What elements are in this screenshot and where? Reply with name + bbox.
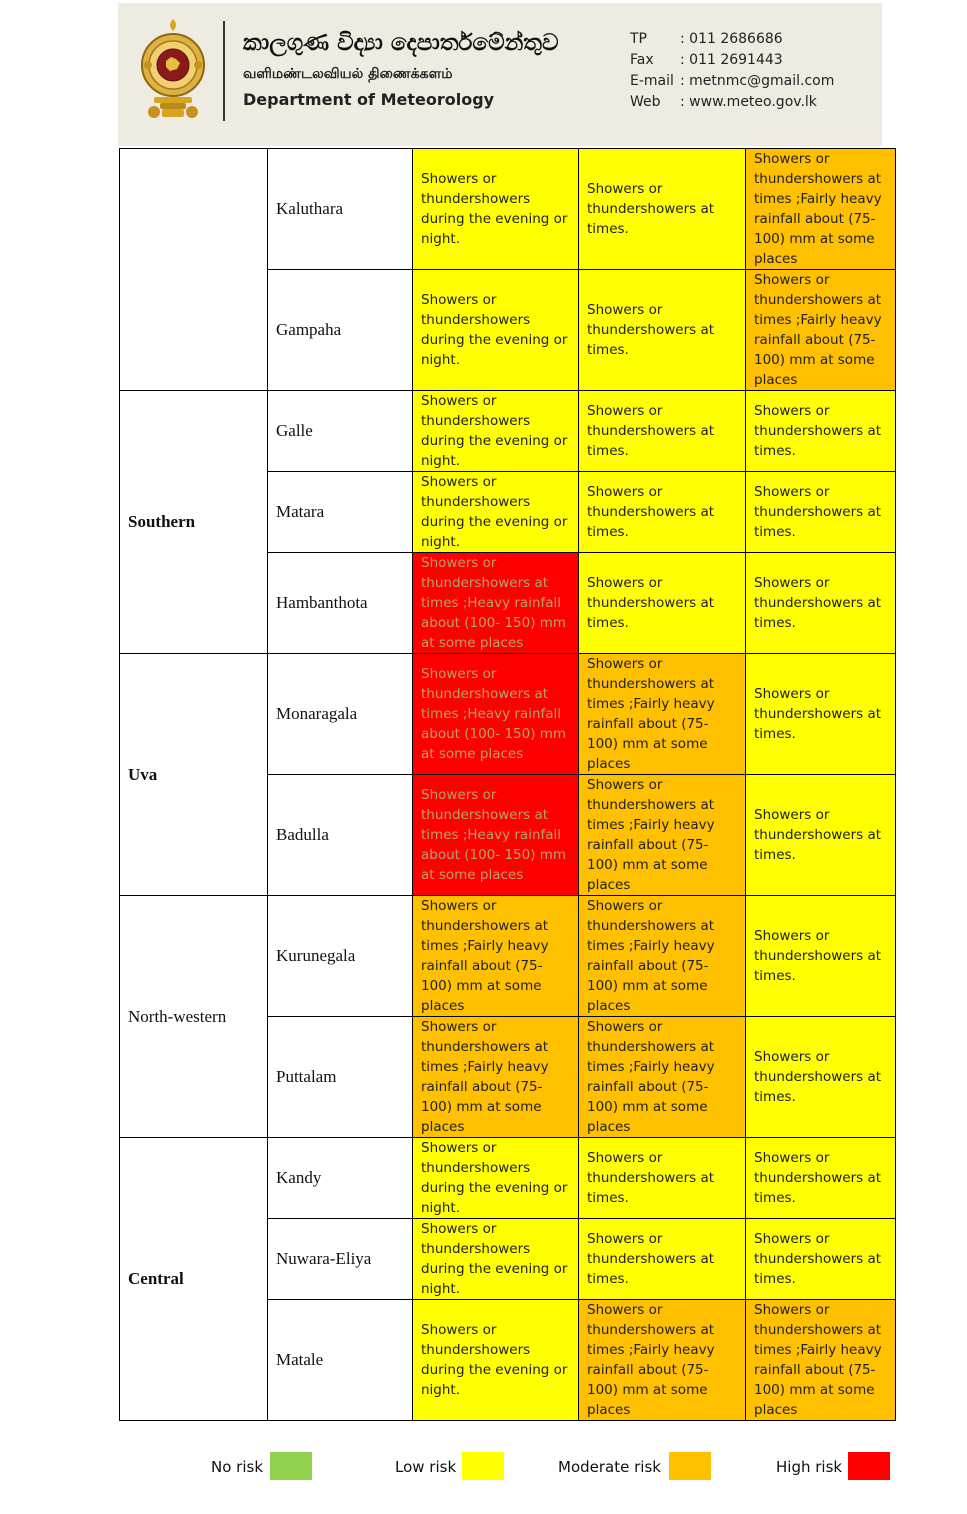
contact-value[interactable]: : www.meteo.gov.lk	[680, 94, 817, 110]
district-name: Galle	[268, 391, 413, 472]
legend-item-moderate-risk	[558, 1452, 661, 1482]
forecast-cell-low: Showers or thundershowers at times.	[746, 654, 896, 775]
forecast-cell-moderate: Showers or thundershowers at times ;Fairly heavy rainfall about (75-100) mm at some places	[413, 1017, 579, 1138]
forecast-cell-low: Showers or thundershowers at times.	[579, 391, 746, 472]
forecast-cell-low: Showers or thundershowers during the evening or night.	[413, 391, 579, 472]
forecast-cell-low: Showers or thundershowers at times.	[579, 270, 746, 391]
district-name: Monaragala	[268, 654, 413, 775]
letterhead	[118, 3, 882, 146]
district-name: Hambanthota	[268, 553, 413, 654]
forecast-cell-low: Showers or thundershowers during the evening or night.	[413, 1138, 579, 1219]
forecast-cell-low: Showers or thundershowers during the evening or night.	[413, 1219, 579, 1300]
contact-key: E-mail	[630, 73, 674, 89]
legend-item-no-risk	[211, 1452, 263, 1482]
header-divider	[223, 21, 225, 121]
contact-key: Web	[630, 94, 661, 110]
legend-swatch-high-risk	[848, 1452, 890, 1480]
district-row	[120, 896, 896, 1017]
contact-value: : 011 2686686	[680, 31, 783, 47]
legend-item-high-risk	[776, 1452, 842, 1482]
forecast-cell-low: Showers or thundershowers during the evening or night.	[413, 270, 579, 391]
district-name: Badulla	[268, 775, 413, 896]
legend-label: Low risk	[395, 1458, 457, 1476]
district-name: Gampaha	[268, 270, 413, 391]
district-name: Matara	[268, 472, 413, 553]
forecast-cell-moderate: Showers or thundershowers at times ;Fairly heavy rainfall about (75-100) mm at some places	[579, 896, 746, 1017]
contact-row	[630, 50, 834, 71]
district-name: Puttalam	[268, 1017, 413, 1138]
forecast-cell-low: Showers or thundershowers at times.	[579, 553, 746, 654]
tamil-name: வளிமண்டலவியல் திணைக்களம்	[243, 66, 453, 82]
legend-label: No risk	[211, 1458, 264, 1476]
district-row	[120, 149, 896, 270]
legend-label: High risk	[776, 1458, 843, 1476]
district-row	[120, 391, 896, 472]
contact-row	[630, 29, 834, 50]
district-row	[120, 654, 896, 775]
contact-row	[630, 92, 834, 113]
forecast-cell-moderate: Showers or thundershowers at times ;Fairly heavy rainfall about (75-100) mm at some places	[413, 896, 579, 1017]
forecast-cell-low: Showers or thundershowers at times.	[746, 1138, 896, 1219]
forecast-cell-low: Showers or thundershowers during the evening or night.	[413, 472, 579, 553]
contact-details	[630, 29, 834, 113]
district-name: Matale	[268, 1300, 413, 1421]
province-cell: Uva	[120, 654, 268, 896]
contact-value: : 011 2691443	[680, 52, 783, 68]
district-name: Nuwara-Eliya	[268, 1219, 413, 1300]
contact-key: TP	[630, 31, 647, 47]
forecast-cell-low: Showers or thundershowers at times.	[579, 149, 746, 270]
district-name: Kandy	[268, 1138, 413, 1219]
forecast-cell-low: Showers or thundershowers at times.	[746, 1017, 896, 1138]
district-row	[120, 1138, 896, 1219]
province-cell: Central	[120, 1138, 268, 1421]
risk-legend	[0, 1452, 967, 1482]
province-cell	[120, 149, 268, 391]
forecast-cell-moderate: Showers or thundershowers at times ;Fairly heavy rainfall about (75-100) mm at some places	[746, 149, 896, 270]
legend-label: Moderate risk	[558, 1458, 661, 1476]
forecast-cell-low: Showers or thundershowers at times.	[579, 472, 746, 553]
forecast-cell-low: Showers or thundershowers at times.	[746, 391, 896, 472]
forecast-cell-moderate: Showers or thundershowers at times ;Fairly heavy rainfall about (75-100) mm at some places	[579, 1300, 746, 1421]
district-name: Kurunegala	[268, 896, 413, 1017]
forecast-cell-low: Showers or thundershowers during the evening or night.	[413, 1300, 579, 1421]
district-name: Kaluthara	[268, 149, 413, 270]
forecast-cell-high: Showers or thundershowers at times ;Heavy rainfall about (100- 150) mm at some places	[413, 775, 579, 896]
forecast-cell-high: Showers or thundershowers at times ;Heavy rainfall about (100- 150) mm at some places	[413, 654, 579, 775]
organisation-names	[243, 29, 559, 111]
forecast-cell-low: Showers or thundershowers at times.	[746, 1219, 896, 1300]
english-name: Department of Meteorology	[243, 90, 495, 109]
forecast-cell-low: Showers or thundershowers at times.	[746, 896, 896, 1017]
forecast-cell-moderate: Showers or thundershowers at times ;Fairly heavy rainfall about (75-100) mm at some places	[579, 1017, 746, 1138]
forecast-cell-low: Showers or thundershowers at times.	[579, 1138, 746, 1219]
legend-swatch-moderate-risk	[669, 1452, 711, 1480]
contact-value[interactable]: : metnmc@gmail.com	[680, 73, 835, 89]
forecast-cell-moderate: Showers or thundershowers at times ;Fairly heavy rainfall about (75-100) mm at some places	[579, 654, 746, 775]
province-cell: North-western	[120, 896, 268, 1138]
sinhala-name: කාලගුණ විද්‍යා දෙපාර්තමේන්තුව	[243, 30, 559, 56]
forecast-cell-moderate: Showers or thundershowers at times ;Fairly heavy rainfall about (75-100) mm at some places	[746, 270, 896, 391]
forecast-table-body	[120, 149, 896, 1421]
forecast-cell-low: Showers or thundershowers at times.	[746, 472, 896, 553]
legend-swatch-low-risk	[462, 1452, 504, 1480]
forecast-cell-low: Showers or thundershowers at times.	[746, 775, 896, 896]
forecast-cell-moderate: Showers or thundershowers at times ;Fairly heavy rainfall about (75-100) mm at some places	[746, 1300, 896, 1421]
forecast-table	[119, 148, 896, 1421]
forecast-cell-low: Showers or thundershowers at times.	[746, 553, 896, 654]
forecast-cell-high: Showers or thundershowers at times ;Heavy rainfall about (100- 150) mm at some places	[413, 553, 579, 654]
legend-swatch-no-risk	[270, 1452, 312, 1480]
contact-key: Fax	[630, 52, 654, 68]
forecast-cell-low: Showers or thundershowers at times.	[579, 1219, 746, 1300]
province-cell: Southern	[120, 391, 268, 654]
legend-item-low-risk	[395, 1452, 456, 1482]
forecast-cell-moderate: Showers or thundershowers at times ;Fairly heavy rainfall about (75-100) mm at some places	[579, 775, 746, 896]
contact-row	[630, 71, 834, 92]
sri-lanka-emblem-icon	[140, 17, 206, 121]
forecast-cell-low: Showers or thundershowers during the evening or night.	[413, 149, 579, 270]
